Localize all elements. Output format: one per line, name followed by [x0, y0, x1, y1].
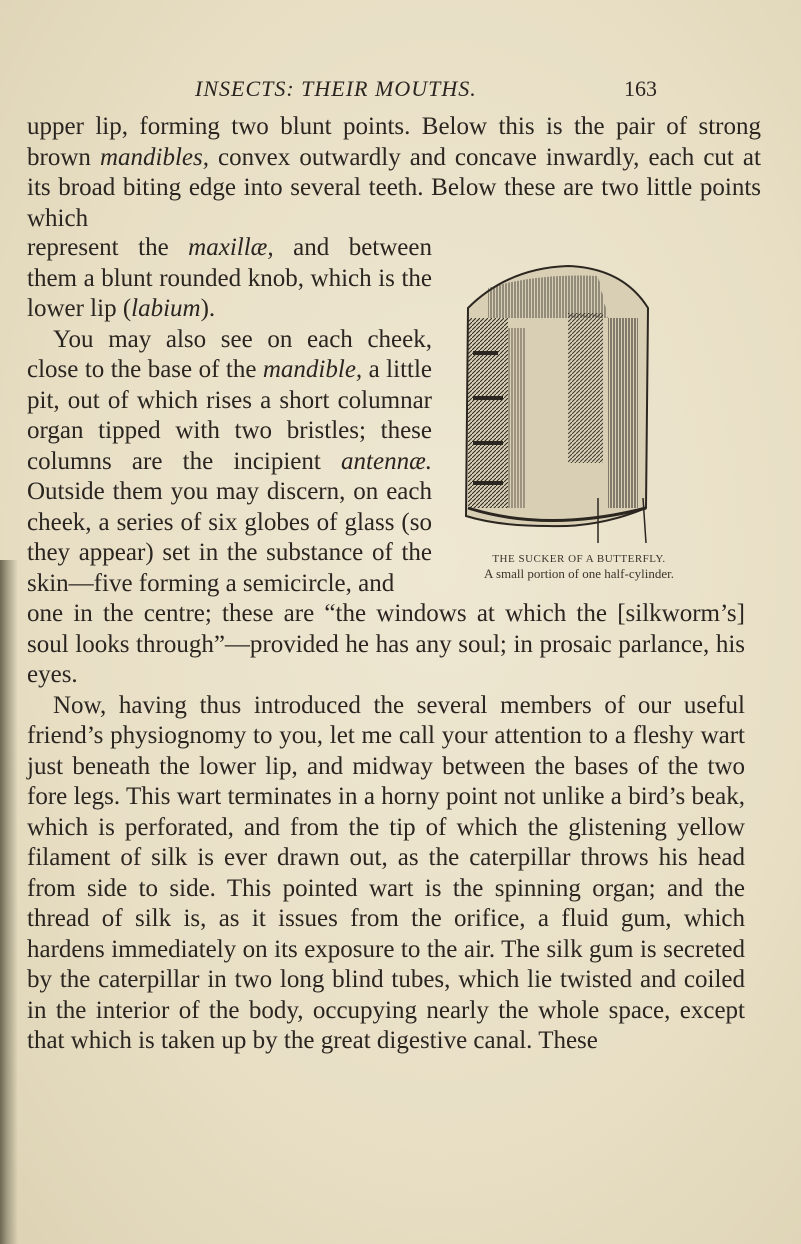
italic-term: labium — [131, 295, 201, 322]
italic-term: mandible, — [262, 356, 363, 383]
text-run: and between them a blunt rounded knob, which is the lower lip ( — [27, 234, 432, 322]
text-run: Outside them you may discern, on each cheek, a series of six globes of glass (so they appear) set in the substance of the skin—five forming a semicircle, and — [27, 478, 432, 597]
paragraph-2 — [27, 233, 432, 599]
italic-term: antennæ. — [341, 447, 432, 475]
italic-term: mandibles, — [99, 143, 209, 171]
text-run: ). — [200, 295, 216, 322]
text-run: a little pit, out of which rises a short columnar organ tipped with two bristles; these columns are the incipient — [27, 356, 432, 475]
text-run: one in the centre; these are “the windows at which the [silkworm’s] soul looks through”—provided he has any soul; in prosaic parlance, his eyes. — [27, 600, 745, 688]
text-run: upper lip, forming two blunt points. Below this is the pair of strong brown — [27, 113, 761, 171]
sucker-illustration — [448, 258, 664, 548]
text-run: You may also see on each cheek, close to the base of the — [27, 325, 432, 383]
sucker-drawing-icon — [448, 258, 664, 548]
text-run: represent the — [27, 234, 189, 261]
running-title: INSECTS: THEIR MOUTHS. — [195, 76, 477, 101]
text-run: Now, having thus introduced the several members of our useful friend’s physiognomy to you, let me call your attention to a fleshy wart just beneath the lower lip, and midway between the bases of the two fore legs. This wart terminates in a horny point not unlike a bird’s beak, which is perforated, and from the tip of which the glistening yellow filament of silk is ever drawn out, as the caterpillar throws his head from side to side. This pointed wart is the spinning organ; and the thread of silk is, as it issues from the orifice, a fluid gum, which hardens immediately on its exposure to the air. The silk gum is secreted by the caterpillar in two long blind tubes, which lie twisted and coiled in the interior of the body, occupying nearly the whole space, except that which is taken up by the great digestive canal. These — [27, 691, 745, 1054]
text-run: convex outwardly and concave inwardly, each cut at its broad biting edge into several teeth. Below these are two little points which — [27, 143, 761, 232]
figure-caption — [437, 553, 721, 581]
paragraph-1 — [27, 112, 761, 234]
page-number: 163 — [624, 76, 657, 101]
running-head — [0, 76, 801, 106]
gutter-shadow — [0, 560, 18, 1244]
paragraph-3 — [27, 599, 745, 1057]
italic-term: maxillæ, — [188, 234, 274, 261]
caption-title: THE SUCKER OF A BUTTERFLY. — [492, 553, 666, 565]
caption-subtitle: A small portion of one half-cylinder. — [484, 566, 674, 581]
